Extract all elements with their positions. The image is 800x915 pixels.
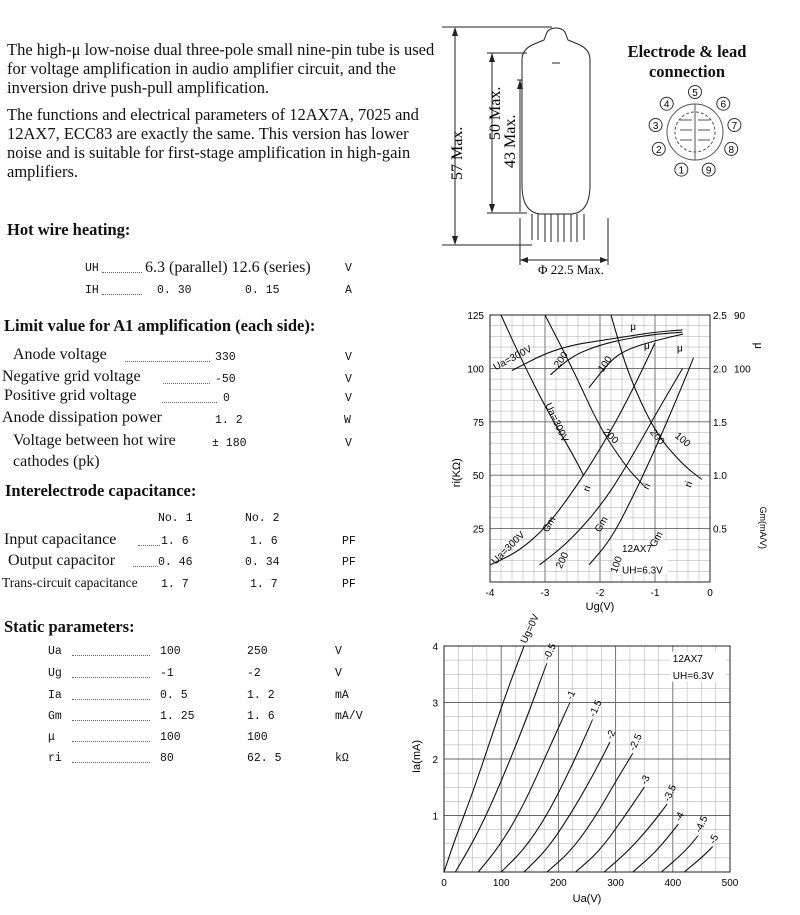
y-tick-label: 125 <box>467 311 484 322</box>
limit-row-positive-grid <box>0 387 370 407</box>
heating-title: Hot wire heating: <box>7 220 131 239</box>
static-dots <box>72 699 150 700</box>
limit-unit: V <box>345 351 352 364</box>
static-title: Static parameters: <box>4 617 135 636</box>
series-line-9 <box>661 835 698 872</box>
ih-value-1: 0. 30 <box>157 284 192 297</box>
curve-label: 200 <box>552 350 571 371</box>
limit-label-line-2: cathodes (pk) <box>13 453 100 470</box>
x-axis-label: Ug(V) <box>585 601 615 613</box>
static-v1: 80 <box>160 752 174 765</box>
annotation-line-2: UH=6.3V <box>672 670 714 682</box>
y-tick-label: 1 <box>432 811 438 823</box>
limit-label: Positive grid voltage <box>4 387 137 404</box>
limit-label: Negative grid voltage <box>2 368 141 385</box>
capacitance-label: Input capacitance <box>4 531 117 548</box>
pinout-diagram <box>640 82 750 180</box>
curve-label: Ua=300V <box>491 343 534 374</box>
static-unit: kΩ <box>335 752 349 765</box>
static-v1: 1. 25 <box>160 710 195 723</box>
x-tick-label: 100 <box>492 878 510 889</box>
curve-label: Gm <box>648 529 666 550</box>
annotation-line-2: UH=6.3V <box>622 565 663 577</box>
pinout-title <box>612 42 762 82</box>
x-tick-label: 200 <box>550 878 567 889</box>
uh-label: UH <box>85 262 99 275</box>
intro-text <box>7 40 447 189</box>
limit-label: Voltage between hot wire <box>13 432 176 449</box>
uh-unit: V <box>345 262 352 275</box>
pin-number-7: 7 <box>731 121 738 133</box>
series-label: -3.5 <box>661 783 680 804</box>
y-tick-label: 4 <box>432 642 438 653</box>
static-v1: 0. 5 <box>160 689 188 702</box>
series-line-5 <box>547 753 633 872</box>
x-tick-label: -2 <box>595 588 605 599</box>
static-unit: mA/V <box>335 710 363 723</box>
x-tick-label: 0 <box>441 878 447 889</box>
static-v2: 1. 2 <box>247 689 275 702</box>
x-tick-label: 400 <box>664 878 682 889</box>
series-label: -1 <box>564 689 579 702</box>
heating-uh-row <box>0 259 370 279</box>
limit-value: 0 <box>223 392 230 405</box>
uh-dots <box>102 272 142 273</box>
limit-label: Anode voltage <box>13 346 107 363</box>
series-line-0 <box>512 330 683 371</box>
pin-number-1: 1 <box>678 165 685 177</box>
curve-label: μ <box>644 341 650 353</box>
gm-tick-label: 1.5 <box>713 417 727 429</box>
static-row <box>0 664 370 684</box>
uh-value: 6.3 (parallel) 12.6 (series) <box>145 259 311 276</box>
y-tick-label: 3 <box>432 698 438 710</box>
capacitance-col-2: No. 2 <box>245 512 280 525</box>
capacitance-v1: 0. 46 <box>158 556 193 569</box>
x-tick-label: -4 <box>485 588 495 599</box>
capacitance-dots <box>138 545 160 546</box>
intro-paragraph-1: The high-μ low-noise dual three-pole small nine-pin tube is used for voltage amplification in audio amplifier circuit, and the inversion drive push-pull amplification. <box>7 40 435 97</box>
gm-tick-label: 2.5 <box>713 311 727 322</box>
characteristic-chart-ug <box>440 305 770 617</box>
mu-axis-label: μ <box>752 342 764 349</box>
y-tick-label: 100 <box>467 364 484 376</box>
limit-value: 330 <box>215 351 236 364</box>
annotation-line-1: 12AX7 <box>672 653 703 665</box>
series-label: -1.5 <box>587 698 605 719</box>
series-line-10 <box>684 847 713 872</box>
ih-value-2: 0. 15 <box>245 284 280 297</box>
y-tick-label: 25 <box>472 524 484 536</box>
capacitance-unit: PF <box>342 556 356 569</box>
series-line-3 <box>501 719 593 872</box>
static-dots <box>72 720 150 721</box>
pin-number-5: 5 <box>692 88 698 99</box>
curve-label: ri <box>641 481 654 492</box>
limit-row-heater-cathode <box>0 432 370 474</box>
curve-label: 200 <box>647 427 667 448</box>
pin-number-3: 3 <box>652 121 659 133</box>
limit-value: 1. 2 <box>215 414 243 427</box>
mu-tick-label: 90 <box>734 311 746 322</box>
limit-unit: V <box>345 373 352 386</box>
series-line-8 <box>633 824 679 872</box>
static-row <box>0 642 370 662</box>
limit-row-negative-grid <box>0 368 370 388</box>
series-label: -4.5 <box>693 814 711 835</box>
dim-43-label: 43 Max. <box>502 114 519 168</box>
y-tick-label: 75 <box>472 417 484 429</box>
limit-row-anode-dissipation <box>0 409 370 429</box>
y-axis-label: ri(KΩ) <box>451 458 463 488</box>
pinout-title-line-2: connection <box>648 62 726 81</box>
limit-row-anode-voltage <box>0 346 370 366</box>
capacitance-col-1: No. 1 <box>158 512 193 525</box>
limit-label: Anode dissipation power <box>2 409 162 426</box>
pinout-title-line-1: Electrode & lead <box>627 42 747 61</box>
ih-label: IH <box>85 284 99 297</box>
curve-label: Ua=300V <box>542 401 570 445</box>
series-label: -3 <box>638 773 653 787</box>
static-v2: 1. 6 <box>247 710 275 723</box>
capacitance-v2: 1. 6 <box>250 535 278 548</box>
series-label: -4 <box>673 810 688 824</box>
capacitance-row-output <box>0 551 370 571</box>
gm-axis-label: Gm(mA/V) <box>758 506 768 550</box>
series-label: -0.5 <box>541 641 559 663</box>
static-row <box>0 686 370 706</box>
static-label: μ <box>48 731 55 744</box>
pin-number-8: 8 <box>728 144 735 156</box>
series-line-7 <box>604 804 667 872</box>
static-label: ri <box>48 752 62 765</box>
tube-outline-drawing <box>432 20 622 280</box>
capacitance-label: Trans-circuit capacitance <box>2 575 138 590</box>
x-tick-label: 0 <box>707 588 713 599</box>
y-tick-label: 2 <box>432 755 438 766</box>
static-dots <box>72 741 150 742</box>
limit-dots <box>125 361 210 362</box>
ih-unit: A <box>345 284 352 297</box>
series-label: -2 <box>604 728 619 742</box>
curve-label: 100 <box>672 430 693 450</box>
limits-title: Limit value for A1 amplification (each side): <box>4 316 316 335</box>
static-row <box>0 749 370 769</box>
curve-label: 100 <box>608 555 626 575</box>
capacitance-dots <box>133 566 158 567</box>
static-dots <box>72 677 150 678</box>
x-tick-label: -3 <box>540 588 550 599</box>
static-v1: -1 <box>160 667 174 680</box>
dim-57-label: 57 Max. <box>449 126 466 180</box>
capacitance-row-transcircuit <box>0 573 370 593</box>
static-v1: 100 <box>160 731 181 744</box>
pin-number-4: 4 <box>663 99 670 111</box>
static-v2: -2 <box>247 667 261 680</box>
curve-label: μ <box>677 343 683 355</box>
capacitance-title: Interelectrode capacitance: <box>5 481 197 500</box>
static-dots <box>72 762 150 763</box>
capacitance-unit: PF <box>342 535 356 548</box>
curve-label: Ua=300V <box>489 529 528 568</box>
curve-label: ri <box>683 480 696 490</box>
static-dots <box>72 655 150 656</box>
characteristic-chart-ua <box>402 612 750 908</box>
series-line-8 <box>589 358 694 565</box>
limit-unit: W <box>344 414 351 427</box>
ih-dots <box>102 294 142 295</box>
static-label: Gm <box>48 710 62 723</box>
x-tick-label: 500 <box>721 878 739 889</box>
x-tick-label: 300 <box>607 878 624 889</box>
static-v2: 100 <box>247 731 268 744</box>
curve-label: 200 <box>600 426 621 447</box>
gm-tick-label: 2.0 <box>713 364 727 376</box>
capacitance-v1: 1. 7 <box>161 578 189 591</box>
static-unit: V <box>335 645 342 658</box>
gm-tick-label: 0.5 <box>713 524 727 536</box>
curve-label: 100 <box>596 354 615 375</box>
limit-unit: V <box>345 392 352 405</box>
heating-ih-row <box>0 281 370 301</box>
mu-tick-label: 100 <box>734 364 751 376</box>
static-label: Ia <box>48 689 62 702</box>
x-tick-label: -1 <box>650 588 660 599</box>
gm-tick-label: 1.0 <box>713 471 727 483</box>
y-axis-label: Ia(mA) <box>411 740 423 773</box>
series-label: -5 <box>707 833 722 846</box>
curve-label: Gm <box>593 514 611 535</box>
static-unit: V <box>335 667 342 680</box>
capacitance-label: Output capacitor <box>8 552 116 569</box>
annotation-line-1: 12AX7 <box>622 544 653 556</box>
x-axis-label: Ua(V) <box>572 893 602 905</box>
static-unit: mA <box>335 689 349 702</box>
curve-label: μ <box>630 321 637 333</box>
static-v2: 62. 5 <box>247 752 282 765</box>
limit-dots <box>162 402 217 403</box>
limit-value: ± 180 <box>212 437 247 450</box>
capacitance-v1: 1. 6 <box>161 535 189 548</box>
curve-label: ri <box>581 484 594 494</box>
static-v1: 100 <box>160 645 181 658</box>
static-label: Ua <box>48 645 62 658</box>
intro-paragraph-2: The functions and electrical parameters of 12AX7A, 7025 and 12AX7, ECC83 are exactly the same. This version has lower noise and is suitable for first-stage amplification in high-gain amplifiers. <box>7 105 419 181</box>
pin-number-2: 2 <box>655 144 662 156</box>
dim-50-label: 50 Max. <box>487 86 504 140</box>
pin-number-6: 6 <box>720 99 727 111</box>
capacitance-v2: 1. 7 <box>250 578 278 591</box>
capacitance-row-input <box>0 530 370 550</box>
pin-number-9: 9 <box>705 165 712 177</box>
capacitance-unit: PF <box>342 578 356 591</box>
limit-dots <box>163 383 210 384</box>
static-label: Ug <box>48 667 62 680</box>
curve-label: 200 <box>554 550 572 571</box>
static-row <box>0 707 370 727</box>
capacitance-v2: 0. 34 <box>245 556 280 569</box>
limit-value: -50 <box>215 373 236 386</box>
series-label: Ug=0V <box>518 612 542 646</box>
static-v2: 250 <box>247 645 268 658</box>
dim-diameter-label: Φ 22.5 Max. <box>538 262 604 277</box>
static-row <box>0 728 370 748</box>
limit-unit: V <box>345 437 352 450</box>
curve-label: Gm <box>540 514 559 535</box>
y-tick-label: 50 <box>472 471 484 483</box>
series-label: -2.5 <box>627 732 645 753</box>
series-line-3 <box>501 315 584 475</box>
